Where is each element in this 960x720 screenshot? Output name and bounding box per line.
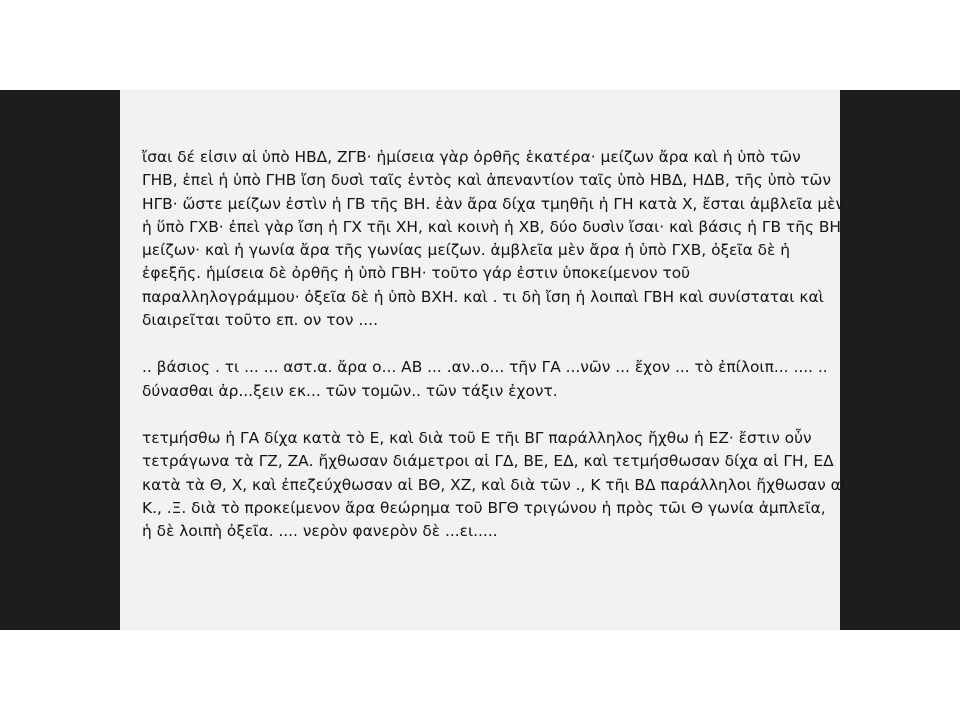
paragraph-1 <box>142 146 845 332</box>
text-line: παραλληλογράμμου· ὀξεῖα δὲ ἡ ὑπὸ ΒΧΗ. καὶ . τι δὴ ἴση ἡ λοιπαὶ ΓΒΗ καὶ συνίσταται καὶ <box>142 287 824 306</box>
slide-frame <box>0 90 960 630</box>
text-line: ἡ ὕπὸ ΓΧΒ· ἐπεὶ γὰρ ἴση ἡ ΓΧ τῆι ΧΗ, καὶ κοινὴ ἡ ΧΒ, δύο δυσὶν ἴσαι· καὶ βάσις ἡ ΓΒ τῆς ΒΗ <box>142 217 842 236</box>
text-line: τετμήσθω ἡ ΓΑ δίχα κατὰ τὸ Ε, καὶ διὰ τοῦ Ε τῆι ΒΓ παράλληλος ἤχθω ἡ ΕΖ· ἔστιν οὖν <box>142 428 812 447</box>
text-line: τετράγωνα τὰ ΓΖ, ΖΑ. ἤχθωσαν διάμετροι αἱ ΓΔ, ΒΕ, ΕΔ, καὶ τετμήσθωσαν δίχα αἱ ΓΗ, ΕΔ <box>142 452 834 471</box>
paragraph-2 <box>142 356 828 403</box>
text-line: ΗΓΒ· ὥστε μείζων ἐστὶν ἡ ΓΒ τῆς ΒΗ. ἐὰν ἄρα δίχα τμηθῆι ἡ ΓΗ κατὰ Χ, ἔσται ἀμβλεῖα μὲν <box>142 194 845 213</box>
text-line: ἐφεξῆς. ἡμίσεια δὲ ὀρθῆς ἡ ὑπὸ ΓΒΗ· τοῦτο γάρ ἐστιν ὑποκείμενον τοῦ <box>142 264 691 283</box>
document-page <box>120 90 847 630</box>
text-line: ἴσαι δέ εἰσιν αἱ ὑπὸ ΗΒΔ, ΖΓΒ· ἡμίσεια γὰρ ὀρθῆς ἑκατέρα· μείζων ἄρα καὶ ἡ ὑπὸ τῶν <box>142 148 801 166</box>
text-line: ἡ δὲ λοιπὴ ὀξεῖα. .... νερὸν φανερὸν δὲ ...ει..... <box>142 522 498 541</box>
text-line: μείζων· καὶ ἡ γωνία ἄρα τῆς γωνίας μείζων. ἀμβλεῖα μὲν ἄρα ἡ ὑπὸ ΓΧΒ, ὀξεῖα δὲ ἡ <box>142 241 791 260</box>
text-line: ΓΗΒ, ἐπεὶ ἡ ὑπὸ ΓΗΒ ἴση δυσὶ ταῖς ἐντὸς καὶ ἀπεναντίον ταῖς ὑπὸ ΗΒΔ, ΗΔΒ, τῆς ὑπὸ τῶν <box>142 171 831 190</box>
text-line: διαιρεῖται τοῦτο επ. ον τον .... <box>142 311 378 330</box>
text-line: δύνασθαι ἀρ...ξειν εκ... τῶν τομῶν.. τῶν τάξιν ἐχοντ. <box>142 381 558 400</box>
text-line: .. βάσιος . τι ... ... αστ.α. ἄρα ο... ΑΒ ... .αν..ο... τῆν ΓΑ ...νῶν ... ἔχον ... τὸ ἐπίλοιπ... .... .. <box>142 358 828 377</box>
text-line: κατὰ τὰ Θ, Χ, καὶ ἐπεζεύχθωσαν αἱ ΒΘ, ΧΖ, καὶ διὰ τῶν ., Κ τῆι ΒΔ παράλληλοι ἤχθωσαν αἱ <box>142 475 847 494</box>
text-line: Κ., .Ξ. διὰ τὸ προκείμενον ἄρα θεώρημα τοῦ ΒΓΘ τριγώνου ἡ πρὸς τῶι Θ γωνία ἀμπλεῖα, <box>142 498 826 517</box>
paragraph-3 <box>142 427 847 543</box>
